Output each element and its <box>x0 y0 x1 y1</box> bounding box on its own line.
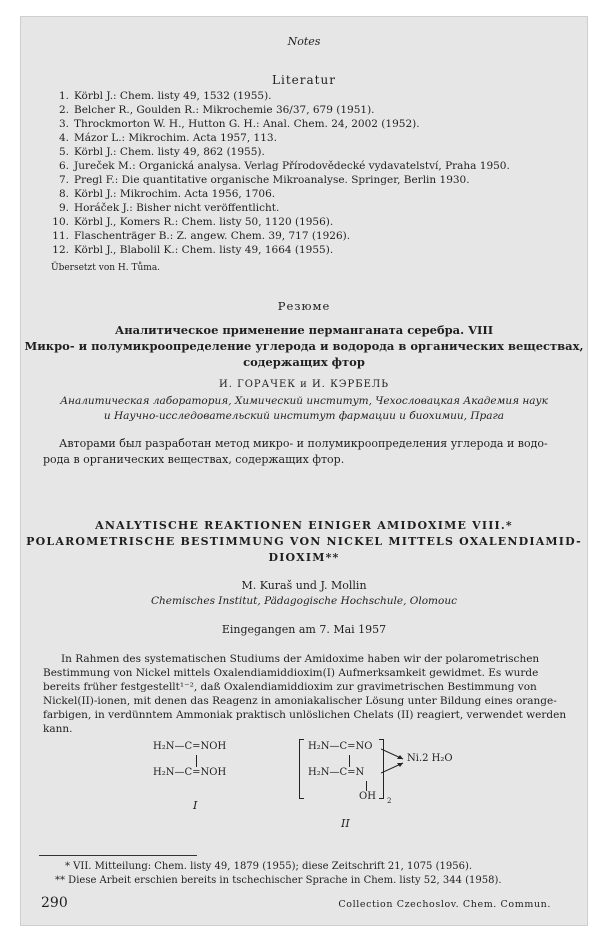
running-head: Notes <box>287 35 321 48</box>
article-body-line: Nickel(II)-ionen, mit denen das Reagenz in amoniakalischer Lösung unter Bildung eines orange- <box>43 695 557 707</box>
formula-ii-subscript: 2 <box>387 797 392 805</box>
reference-text: Pregl F.: Die quantitative organische Mikroanalyse. Springer, Berlin 1930. <box>74 174 470 186</box>
rezume-abstract-line: Авторами был разработан метод микро- и полумикроопределения углерода и водо- <box>59 437 548 450</box>
document-page <box>20 16 588 926</box>
translator-note: Übersetzt von H. Tůma. <box>51 263 161 273</box>
article-received-date: Eingegangen am 7. Mai 1957 <box>221 623 387 636</box>
coordination-arrows <box>381 741 407 781</box>
reference-item <box>49 187 275 201</box>
reference-number: 8. <box>58 188 69 200</box>
reference-item <box>49 215 333 229</box>
formula-ii-nickel: Ni.2 H₂O <box>407 753 453 764</box>
reference-item <box>49 243 333 257</box>
reference-number: 4. <box>58 132 69 144</box>
reference-item <box>49 173 470 187</box>
journal-name: Collection Czechoslov. Chem. Commun. <box>338 899 551 910</box>
reference-item <box>49 201 279 215</box>
bracket-left <box>299 739 304 799</box>
formula-i-row: H₂N—C=NOH <box>153 741 227 752</box>
reference-text: Körbl J., Komers R.: Chem. listy 50, 1120 (1956). <box>74 216 334 228</box>
formula-ii-hydroxyl: OH <box>359 791 376 802</box>
reference-item <box>49 89 272 103</box>
rezume-title-line: содержащих фтор <box>243 355 365 369</box>
formula-ii-row: H₂N—C=N <box>308 767 365 778</box>
page-number: 290 <box>41 895 68 911</box>
reference-item <box>49 229 350 243</box>
reference-number: 11. <box>52 230 69 242</box>
reference-text: Körbl J.: Mikrochim. Acta 1956, 1706. <box>74 188 276 200</box>
reference-number: 6. <box>58 160 69 172</box>
reference-number: 9. <box>58 202 69 214</box>
article-title-line: ANALYTISCHE REAKTIONEN EINIGER AMIDOXIME VIII.* <box>95 519 513 532</box>
article-body-line: farbigen, in verdünntem Ammoniak praktisch unlöslichen Chelats (II) reagiert, verwendet werden <box>43 709 567 721</box>
formula-ii-row: H₂N—C=NO <box>308 741 373 752</box>
bond-line <box>366 781 367 791</box>
article-body-line: bereits früher festgestellt¹⁻², daß Oxalendiamiddioxim zur gravimetrischen Bestimmung von <box>43 681 537 693</box>
reference-number: 12. <box>52 244 69 256</box>
rezume-title-line: Микро- и полумикроопределение углерода и водорода в органических веществах, <box>24 339 584 353</box>
article-authors: M. Kuraš und J. Mollin <box>241 579 367 592</box>
bond-line <box>349 755 350 767</box>
rezume-institute-line: Аналитическая лаборатория, Химический институт, Чехословацкая Академия наук <box>60 395 548 407</box>
formula-ii-label: II <box>341 817 350 830</box>
reference-text: Körbl J., Blabolil K.: Chem. listy 49, 1664 (1955). <box>74 244 334 256</box>
rezume-heading: Резюме <box>277 299 331 313</box>
reference-number: 10. <box>52 216 69 228</box>
footnote: * VII. Mitteilung: Chem. listy 49, 1879 (1955); diese Zeitschrift 21, 1075 (1956). <box>65 861 473 872</box>
rezume-institute-line: и Научно-исследовательский институт фармации и биохимии, Прага <box>103 410 505 422</box>
bond-line <box>196 755 197 767</box>
reference-text: Horáček J.: Bisher nicht veröffentlicht. <box>74 202 280 214</box>
reference-text: Jureček M.: Organická analysa. Verlag Přírodovědecké vydavatelství, Praha 1950. <box>74 160 510 172</box>
reference-item <box>49 159 510 173</box>
article-body-line: In Rahmen des systematischen Studiums der Amidoxime haben wir der polarometrischen <box>61 653 540 665</box>
formula-i-label: I <box>193 799 198 812</box>
reference-item <box>49 103 375 117</box>
rezume-authors: И. ГОРАЧЕК и И. КЭРБЕЛЬ <box>219 379 389 390</box>
reference-number: 7. <box>58 174 69 186</box>
rezume-abstract-line: рода в органических веществах, содержащих фтор. <box>43 453 345 466</box>
reference-text: Körbl J.: Chem. listy 49, 1532 (1955). <box>74 90 272 102</box>
rezume-title-line: Аналитическое применение перманганата серебра. VIII <box>114 323 494 337</box>
literatur-heading: Literatur <box>272 73 336 87</box>
article-body-line: kann. <box>43 723 73 735</box>
footnote-rule <box>39 855 197 856</box>
reference-number: 3. <box>58 118 69 130</box>
reference-text: Körbl J.: Chem. listy 49, 862 (1955). <box>74 146 265 158</box>
reference-text: Flaschenträger B.: Z. angew. Chem. 39, 717 (1926). <box>74 230 351 242</box>
reference-text: Throckmorton W. H., Hutton G. H.: Anal. Chem. 24, 2002 (1952). <box>74 118 420 130</box>
article-body-line: Bestimmung von Nickel mittels Oxalendiamiddioxim(I) Aufmerksamkeit gewidmet. Es wurde <box>43 667 539 679</box>
reference-item <box>49 145 265 159</box>
reference-number: 2. <box>58 104 69 116</box>
formula-i-row: H₂N—C=NOH <box>153 767 227 778</box>
reference-number: 5. <box>58 146 69 158</box>
reference-number: 1. <box>58 90 69 102</box>
article-institute: Chemisches Institut, Pädagogische Hochschule, Olomouc <box>151 595 457 607</box>
reference-text: Mázor L.: Mikrochim. Acta 1957, 113. <box>74 132 277 144</box>
article-title-line: POLAROMETRISCHE BESTIMMUNG VON NICKEL MITTELS OXALENDIAMID- <box>26 535 582 548</box>
reference-text: Belcher R., Goulden R.: Mikrochemie 36/37, 679 (1951). <box>74 104 375 116</box>
reference-item <box>49 131 277 145</box>
article-title-line: DIOXIM** <box>268 551 340 564</box>
reference-item <box>49 117 420 131</box>
footnote: ** Diese Arbeit erschien bereits in tschechischer Sprache in Chem. listy 52, 344 (1958). <box>55 875 502 886</box>
